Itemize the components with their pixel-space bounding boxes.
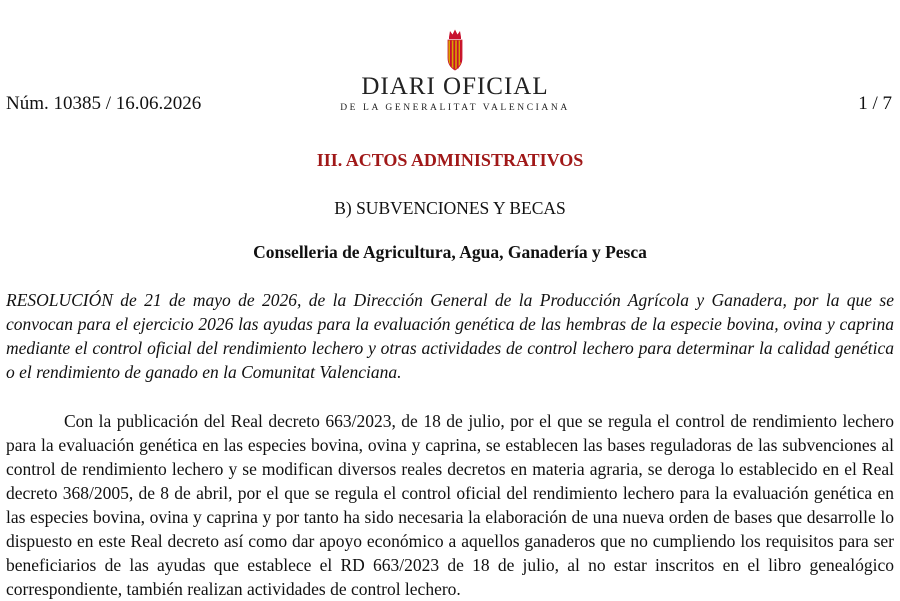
department-heading: Conselleria de Agricultura, Agua, Ganadería y Pesca	[253, 242, 647, 262]
subsection-title: B) SUBVENCIONES Y BECAS	[334, 198, 566, 218]
body-paragraph: Con la publicación del Real decreto 663/2023, de 18 de julio, por el que se regula el control de rendimiento lechero para la evaluación genética en las especies bovina, ovina y caprina, se establecen las bases reguladoras de las subvenciones al control de rendimiento lechero y se modifican diversos reales decretos en materia agraria, se deroga lo establecido en el Real decreto 368/2005, de 8 de abril, por el que se regula el control oficial del rendimiento lechero para la evaluación genética en las especies bovina, ovina y caprina y por tanto ha sido necesaria la elaboración de una nueva orden de bases que desarrolle lo dispuesto en este Real decreto así como dar apoyo económico a aquellos ganaderos que no cumpliendo los requisitos para ser beneficiarios de las ayudas que establece el RD 663/2023 de 18 de julio, al no estar inscritos en el libro genealógico correspondiente, también realizan actividades de control lechero.	[6, 411, 894, 599]
section-title: III. ACTOS ADMINISTRATIVOS	[316, 150, 584, 170]
masthead	[340, 28, 570, 113]
masthead-title: DIARI OFICIAL	[361, 73, 549, 100]
resolution-summary: RESOLUCIÓN de 21 de mayo de 2026, de la Dirección General de la Producción Agrícola y Ganadera, por la que se convocan para el ejercicio 2026 las ayudas para la evaluación genética de las hembras de la especie bovina, ovina y caprina mediante el control oficial del rendimiento lechero y otras actividades de control lechero para determinar la calidad genética o el rendimiento de ganado en la Comunitat Valenciana.	[6, 290, 894, 382]
issue-number: Núm. 10385 / 16.06.2026	[6, 93, 202, 114]
masthead-subtitle: DE LA GENERALITAT VALENCIANA	[340, 103, 570, 113]
page-header	[0, 0, 900, 130]
coat-of-arms-icon	[444, 28, 466, 72]
page-counter: 1 / 7	[858, 93, 892, 114]
